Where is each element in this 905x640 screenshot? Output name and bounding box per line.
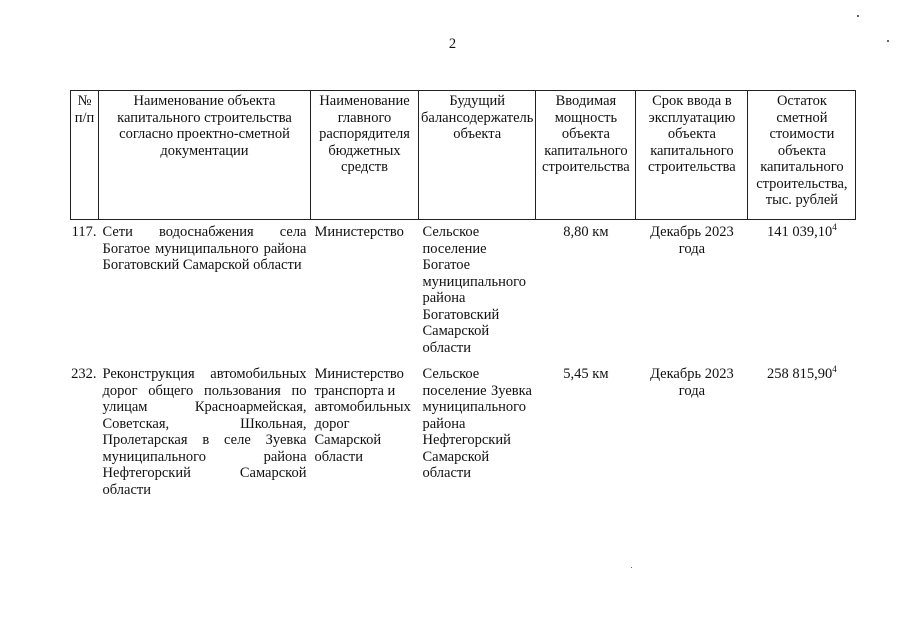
capacity: 5,45 км (563, 366, 609, 382)
scan-artifact (631, 567, 632, 568)
administrator: Министерство (314, 224, 404, 240)
header-capacity: Вводимая мощность объекта капитального строительства (536, 91, 636, 220)
scan-artifact (857, 15, 859, 17)
footnote-marker: 4 (832, 364, 837, 375)
projects-table (70, 90, 856, 498)
header-number: № п/п (71, 91, 99, 220)
header-holder: Будущий балансодержатель объекта (419, 91, 536, 220)
deadline: Декабрь 2023 года (650, 224, 734, 257)
cost-value: 141 039,10 (767, 224, 833, 240)
footnote-marker: 4 (832, 222, 837, 233)
capacity: 8,80 км (563, 224, 609, 240)
object-name: Сети водоснабжения села Богатое муниципального района Богатовский Самарской области (102, 224, 307, 273)
administrator: Министерство транспорта и автомобильных дорог Самарской области (314, 366, 411, 465)
row-number: 232. (71, 366, 97, 382)
table-row (71, 220, 856, 365)
table-row (71, 364, 856, 498)
holder: Сельское поселение Богатое муниципального района Богатовский Самарской области (422, 224, 526, 356)
header-cost: Остаток сметной стоимости объекта капитального строительства, тыс. рублей (748, 91, 856, 220)
header-deadline: Срок ввода в эксплуатацию объекта капитального строительства (636, 91, 748, 220)
scan-artifact (887, 40, 889, 42)
cost-cell (748, 364, 856, 498)
cost-cell (748, 220, 856, 365)
deadline: Декабрь 2023 года (650, 366, 734, 399)
object-name: Реконструкция автомобильных дорог общего пользования по улицам Красноармейская, Советская, Школьная, Пролетарская в селе Зуевка муниципального района Нефтегорский Самарской области (102, 366, 307, 498)
header-object-name: Наименование объекта капитального строительства согласно проектно-сметной документации (99, 91, 311, 220)
holder: Сельское поселение Зуевка муниципального района Нефтегорский Самарской области (422, 366, 532, 481)
cost-value: 258 815,90 (767, 366, 833, 382)
header-administrator: Наименование главного распорядителя бюджетных средств (311, 91, 419, 220)
page-number: 2 (448, 36, 457, 52)
table-header-row (71, 91, 856, 220)
row-number: 117. (71, 224, 97, 240)
